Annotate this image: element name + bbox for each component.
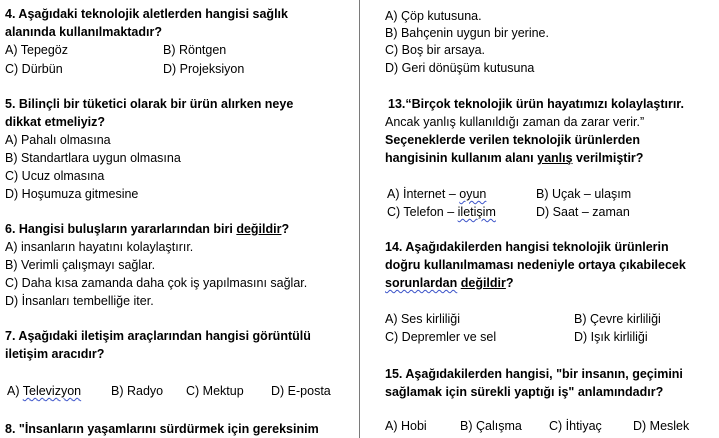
q14-stem-line3 [385, 275, 514, 291]
q6-stem [5, 221, 289, 237]
q6-stem-emphasis: değildir [236, 222, 282, 236]
q14-stem-line2: doğru kullanılmaması nedeniyle ortaya çıkabilecek [385, 258, 686, 272]
q5-option-c[interactable]: C) Ucuz olmasına [5, 169, 105, 183]
q6-option-a[interactable]: A) insanların hayatını kolaylaştırır. [5, 240, 194, 254]
q14-stem-emphasis: değildir [460, 276, 506, 290]
q15-option-c[interactable]: C) İhtiyaç [549, 419, 602, 433]
q7-option-b-letter: B) [111, 384, 127, 398]
q4-option-d[interactable]: D) Projeksiyon [163, 62, 245, 76]
q4-option-b[interactable]: B) Röntgen [163, 43, 227, 57]
q13-stem-line4-text: hangisinin kullanım alanı [385, 151, 538, 165]
q12-option-d[interactable]: D) Geri dönüşüm kutusuna [385, 61, 535, 75]
q7-stem-line2: iletişim aracıdır? [5, 347, 105, 361]
q12-option-a[interactable]: A) Çöp kutusuna. [385, 9, 482, 23]
q7-option-b-text: Radyo [126, 384, 164, 398]
q15-option-b[interactable]: B) Çalışma [460, 419, 522, 433]
q13-option-c-text: C) Telefon – [387, 205, 458, 219]
q13-stem-line4 [385, 150, 643, 166]
q5-option-a[interactable]: A) Pahalı olmasına [5, 133, 111, 147]
q14-option-c[interactable]: C) Depremler ve sel [385, 330, 497, 344]
q6-stem-text: 6. Hangisi buluşların yararlarından biri [5, 222, 237, 236]
q7-stem-line1: 7. Aşağıdaki iletişim araçlarından hangisi görüntülü [5, 329, 311, 343]
q13-stem-line2: Ancak yanlış kullanıldığı zaman da zarar verir.” [385, 115, 645, 129]
q13-stem-emphasis: yanlış [537, 151, 573, 165]
q14-stem-line3-word: sorunlardan [385, 276, 458, 290]
q7-option-b[interactable] [111, 383, 163, 399]
q14-option-b[interactable]: B) Çevre kirliliği [574, 312, 661, 326]
q6-option-d[interactable]: D) İnsanları tembelliğe iter. [5, 294, 154, 308]
q5-stem-line2: dikkat etmeliyiz? [5, 115, 106, 129]
q6-option-b[interactable]: B) Verimli çalışmayı sağlar. [5, 258, 156, 272]
q5-option-b[interactable]: B) Standartlara uygun olmasına [5, 151, 181, 165]
q14-option-d[interactable]: D) Işık kirliliği [574, 330, 648, 344]
q12-option-b[interactable]: B) Bahçenin uygun bir yerine. [385, 26, 549, 40]
q13-option-c[interactable] [387, 204, 496, 220]
q13-option-a[interactable] [387, 186, 486, 202]
q13-option-a-word: oyun [459, 187, 487, 201]
q12-option-c[interactable]: C) Boş bir arsaya. [385, 43, 486, 57]
q13-option-b[interactable]: B) Uçak – ulaşım [536, 187, 632, 201]
q14-stem-line1: 14. Aşağıdakilerden hangisi teknolojik ürünlerin [385, 240, 669, 254]
q8-stem-line1: 8. "İnsanların yaşamlarını sürdürmek için gereksinim [5, 422, 319, 436]
q4-option-a[interactable]: A) Tepegöz [5, 43, 69, 57]
q4-stem-line2: alanında kullanılmaktadır? [5, 25, 162, 39]
q13-option-c-word: iletişim [457, 205, 496, 219]
q14-option-a[interactable]: A) Ses kirliliği [385, 312, 461, 326]
q13-option-d[interactable]: D) Saat – zaman [536, 205, 630, 219]
q7-option-a-letter: A) [7, 384, 23, 398]
q4-option-c[interactable]: C) Dürbün [5, 62, 63, 76]
q13-option-a-text: A) İnternet – [387, 187, 460, 201]
q7-option-a-text: Televizyon [22, 384, 82, 398]
column-divider [359, 0, 360, 438]
q14-stem-line3-end: ? [505, 276, 514, 290]
q4-stem-line1: 4. Aşağıdaki teknolojik aletlerden hangisi sağlık [5, 7, 288, 21]
q13-stem-line1: 13.“Birçok teknolojik ürün hayatımızı kolaylaştırır. [388, 97, 684, 111]
q7-option-a[interactable] [7, 383, 81, 399]
q5-stem-line1: 5. Bilinçli bir tüketici olarak bir ürün alırken neye [5, 97, 294, 111]
q6-stem-end: ? [281, 222, 290, 236]
q6-option-c[interactable]: C) Daha kısa zamanda daha çok iş yapılmasını sağlar. [5, 276, 308, 290]
q13-stem-line3: Seçeneklerde verilen teknolojik ürünlerden [385, 133, 640, 147]
q15-stem-line1: 15. Aşağıdakilerden hangisi, "bir insanın, geçimini [385, 367, 683, 381]
q7-option-d[interactable]: D) E-posta [271, 384, 331, 398]
q7-option-c[interactable]: C) Mektup [186, 384, 244, 398]
q15-stem-line2: sağlamak için sürekli yaptığı iş" anlamındadır? [385, 385, 664, 399]
q15-option-d[interactable]: D) Meslek [633, 419, 690, 433]
q15-option-a[interactable]: A) Hobi [385, 419, 427, 433]
q13-stem-line4-end: verilmiştir? [572, 151, 644, 165]
q5-option-d[interactable]: D) Hoşumuza gitmesine [5, 187, 139, 201]
